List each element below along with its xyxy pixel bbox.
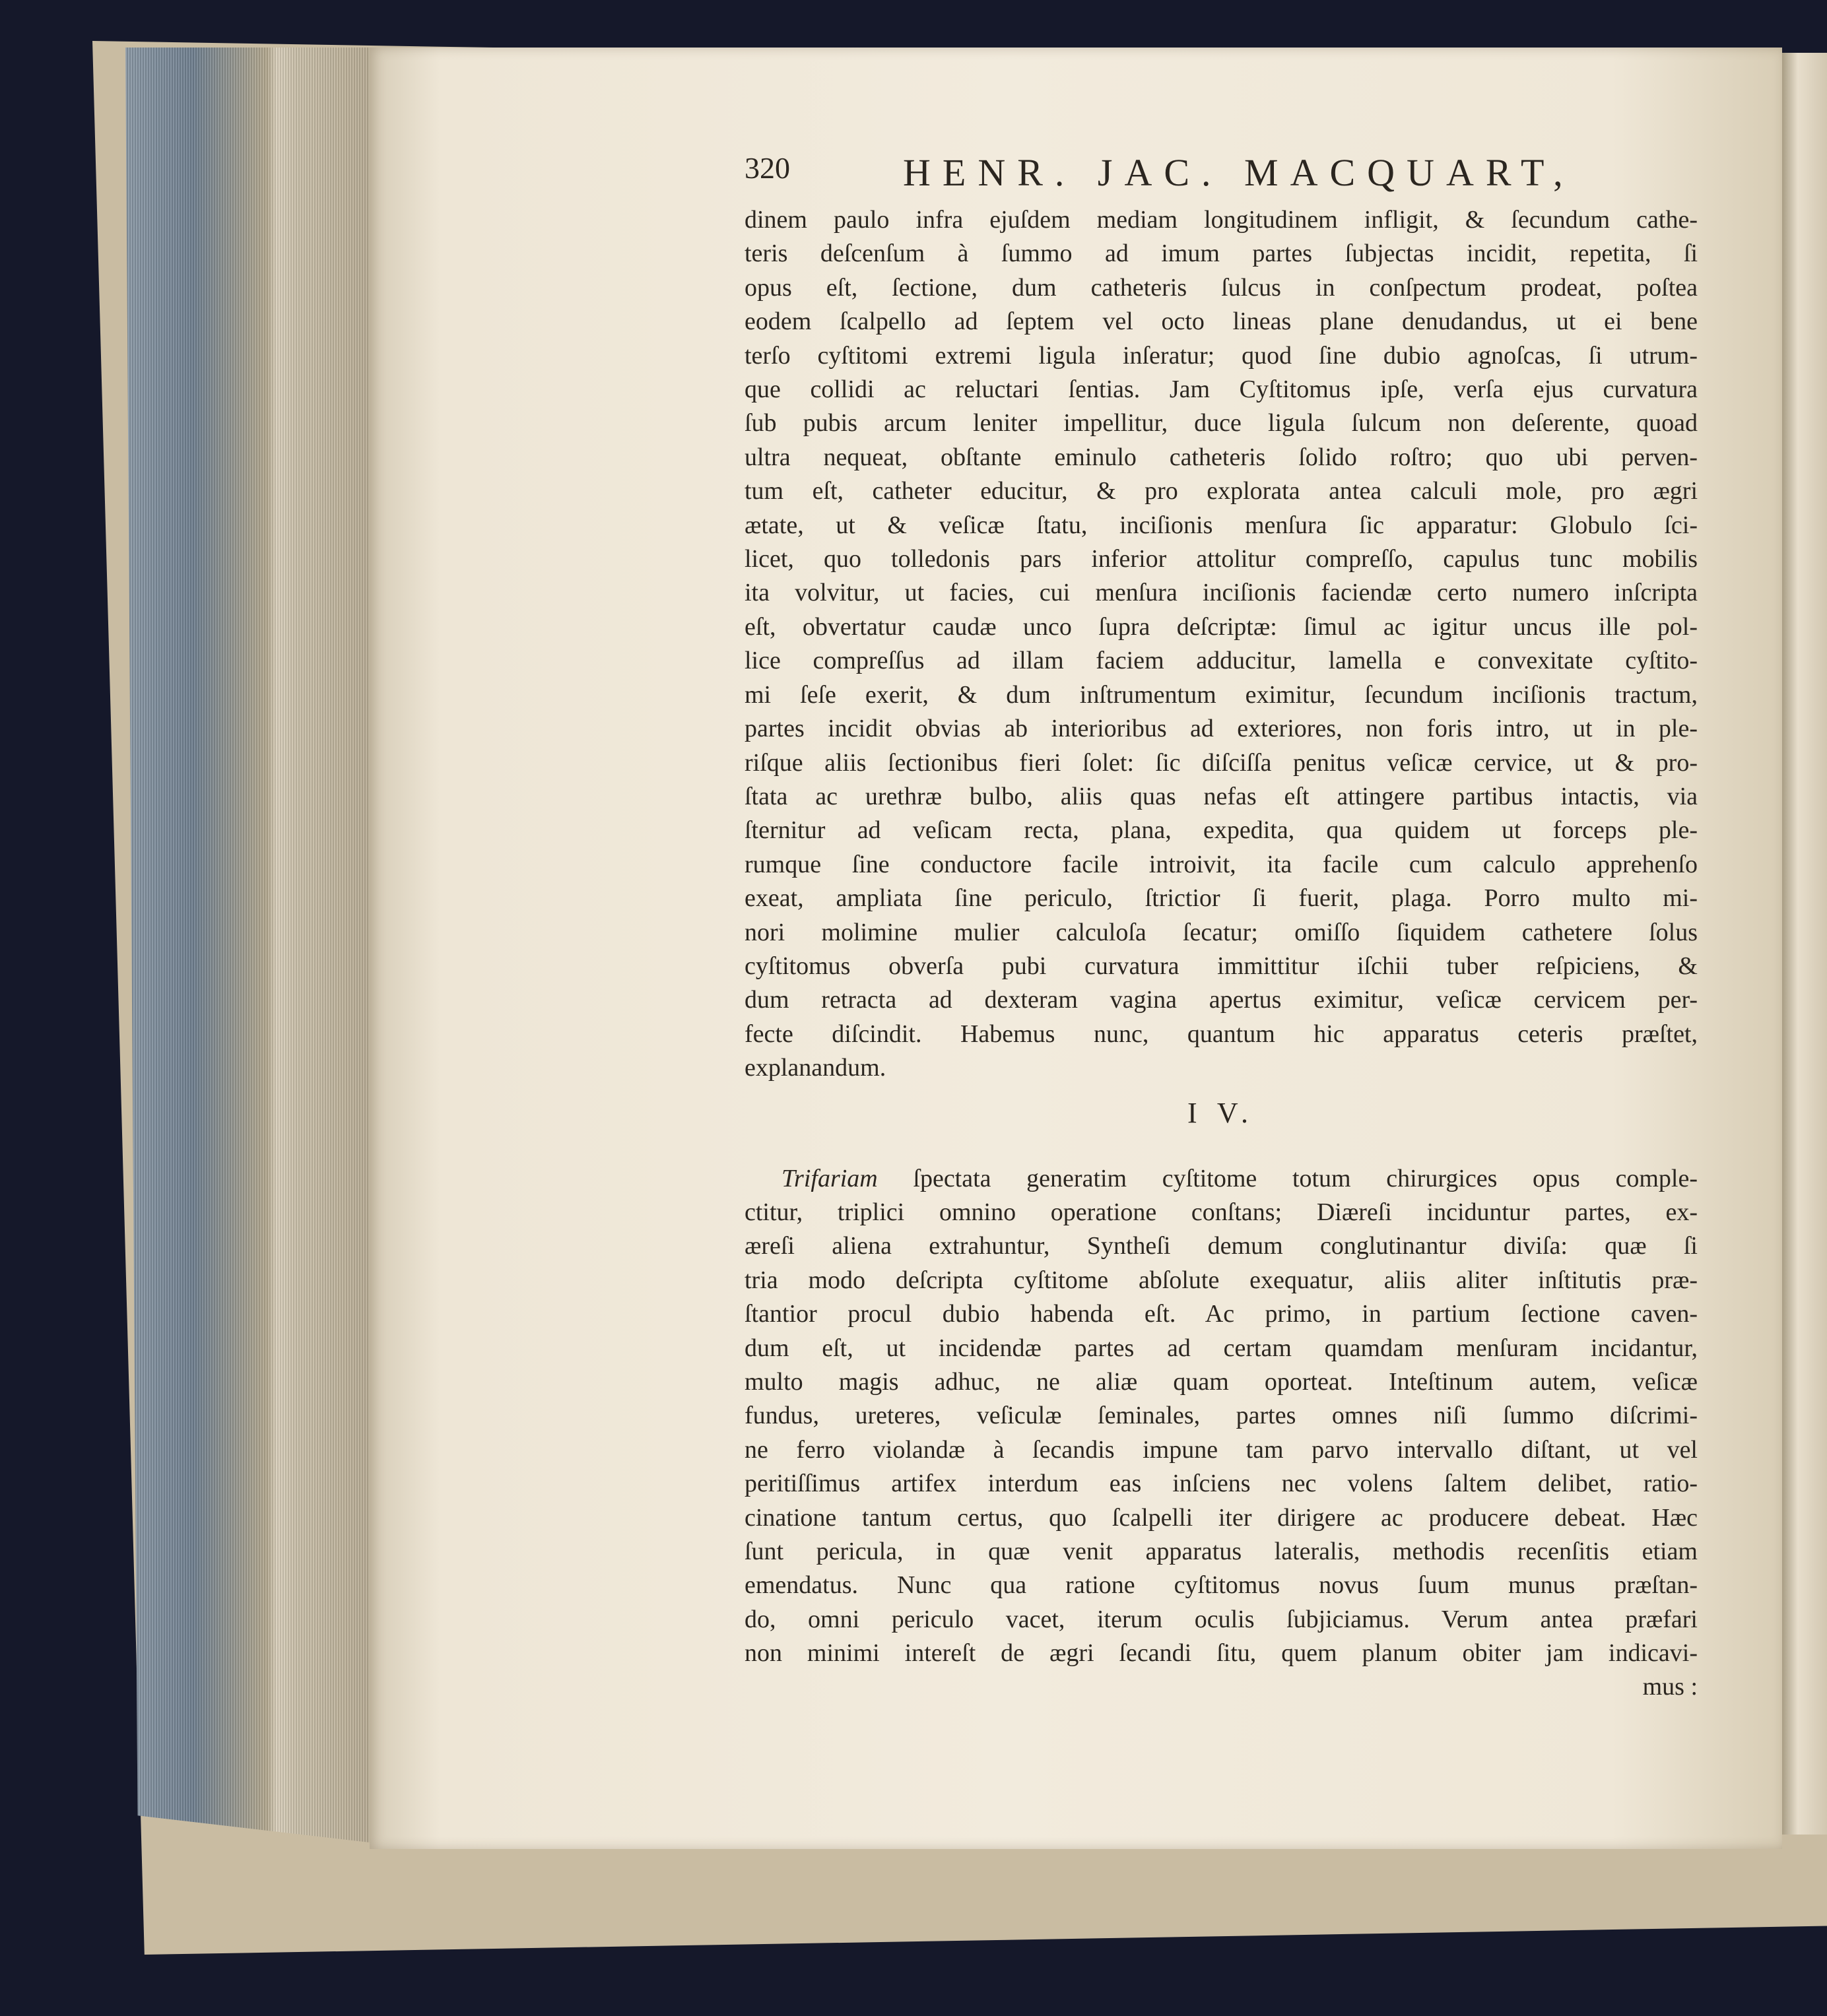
text-line: licet, quo tolledonis pars inferior attolitur compreſſo, capulus tunc mobilis	[745, 545, 1698, 573]
text-line: eſt, obvertatur caudæ unco ſupra deſcriptæ: ſimul ac igitur uncus ille pol-	[745, 612, 1698, 641]
text-line: cinatione tantum certus, quo ſcalpelli iter dirigere ac producere debeat. Hæc	[745, 1503, 1698, 1532]
running-head	[745, 150, 1698, 197]
text-line: partes incidit obvias ab interioribus ad exteriores, non foris intro, ut in ple-	[745, 715, 1698, 743]
lead-word: Trifariam	[781, 1164, 878, 1192]
text-line: exeat, ampliata ſine periculo, ſtrictior ſi fuerit, plaga. Porro multo mi-	[745, 884, 1698, 913]
text-line: non minimi intereſt de ægri ſecandi ſitu, quem planum obiter jam indicavi-	[745, 1639, 1698, 1668]
text-line: tum eſt, catheter educitur, & pro explorata antea calculi mole, pro ægri	[745, 477, 1698, 505]
paragraph-1	[745, 203, 1698, 1086]
text-line: ætate, ut & veſicæ ſtatu, inciſionis menſura ſic apparatur: Globulo ſci-	[745, 511, 1698, 539]
page-number: 320	[745, 151, 790, 185]
text-line: ſtata ac urethræ bulbo, aliis quas nefas eſt attingere partibus intactis, via	[745, 782, 1698, 810]
text-line: ne ferro violandæ à ſecandis impune tam parvo intervallo diſtant, ut vel	[745, 1435, 1698, 1464]
text-line: do, omni periculo vacet, iterum oculis ſubjiciamus. Verum antea præfari	[745, 1605, 1698, 1633]
text-line: fecte diſcindit. Habemus nunc, quantum hic apparatus ceteris præſtet,	[745, 1020, 1698, 1048]
page-block-edge	[125, 48, 370, 1842]
text-line: dum eſt, ut incidendæ partes ad certam quamdam menſuram incidantur,	[745, 1334, 1698, 1362]
text-line: tria modo deſcripta cyſtitome abſolute exequatur, aliis aliter inſtitutis præ-	[745, 1266, 1698, 1294]
section-heading: I V.	[1187, 1096, 1255, 1129]
text-line: ſternitur ad veſicam recta, plana, expedita, qua quidem ut forceps ple-	[745, 816, 1698, 845]
running-head-title: HENR. JAC. MACQUART,	[903, 151, 1575, 194]
catchword: mus :	[1642, 1672, 1698, 1701]
text-line: multo magis adhuc, ne aliæ quam oporteat. Inteſtinum autem, veſicæ	[745, 1368, 1698, 1396]
page-text	[745, 150, 1698, 1703]
text-line: fundus, ureteres, veſiculæ ſeminales, partes omnes niſi ſummo diſcrimi-	[745, 1402, 1698, 1430]
text-line: teris deſcenſum à ſummo ad imum partes ſubjectas incidit, repetita, ſi	[745, 240, 1698, 268]
text-line-rest: ſpectata generatim cyſtitome totum chirurgices opus comple-	[877, 1164, 1698, 1192]
text-line: que collidi ac reluctari ſentias. Jam Cyſtitomus ipſe, verſa ejus curvatura	[745, 375, 1698, 404]
paragraph-2	[745, 1162, 1698, 1671]
facing-page-edge	[1782, 53, 1827, 1835]
text-line: ctitur, triplici omnino operatione conſtans; Diæreſi inciduntur partes, ex-	[745, 1198, 1698, 1226]
text-line: nori molimine mulier calculoſa ſecatur; omiſſo ſiquidem cathetere ſolus	[745, 918, 1698, 946]
text-line: æreſi aliena extrahuntur, Syntheſi demum conglutinantur diviſa: quæ ſi	[745, 1232, 1698, 1260]
text-line: mi ſeſe exerit, & dum inſtrumentum eximitur, ſecundum inciſionis tractum,	[745, 680, 1698, 709]
text-line	[745, 1162, 1698, 1196]
text-line: explanandum.	[745, 1054, 886, 1082]
text-line: rumque ſine conductore facile introivit, ita facile cum calculo apprehenſo	[745, 850, 1698, 878]
text-line: peritiſſimus artifex interdum eas inſciens nec volens ſaltem delibet, ratio-	[745, 1470, 1698, 1498]
text-line: ita volvitur, ut facies, cui menſura inciſionis faciendæ certo numero inſcripta	[745, 579, 1698, 607]
text-line: ſub pubis arcum leniter impellitur, duce ligula ſulcum non deſerente, quoad	[745, 409, 1698, 438]
text-line: terſo cyſtitomi extremi ligula inſeratur; quod ſine dubio agnoſcas, ſi utrum-	[745, 341, 1698, 370]
text-line: opus eſt, ſectione, dum catheteris ſulcus in conſpectum prodeat, poſtea	[745, 273, 1698, 302]
text-line: emendatus. Nunc qua ratione cyſtitomus novus ſuum munus præſtan-	[745, 1571, 1698, 1600]
text-line: lice compreſſus ad illam faciem adducitur, lamella e convexitate cyſtito-	[745, 647, 1698, 675]
text-line: ſtantior procul dubio habenda eſt. Ac primo, in partium ſectione caven-	[745, 1300, 1698, 1328]
text-line: ultra nequeat, obſtante eminulo catheteris ſolido roſtro; quo ubi perven-	[745, 443, 1698, 471]
text-line: riſque aliis ſectionibus fieri ſolet: ſic diſciſſa penitus veſicæ cervice, ut & pro-	[745, 748, 1698, 777]
text-line: ſunt pericula, in quæ venit apparatus lateralis, methodis recenſitis etiam	[745, 1538, 1698, 1566]
text-line: dinem paulo infra ejuſdem mediam longitudinem infligit, & ſecundum cathe-	[745, 206, 1698, 234]
text-line: cyſtitomus obverſa pubi curvatura immittitur iſchii tuber reſpiciens, &	[745, 952, 1698, 980]
text-line: eodem ſcalpello ad ſeptem vel octo lineas plane denudandus, ut ei bene	[745, 308, 1698, 336]
text-line: dum retracta ad dexteram vagina apertus eximitur, veſicæ cervicem per-	[745, 986, 1698, 1014]
